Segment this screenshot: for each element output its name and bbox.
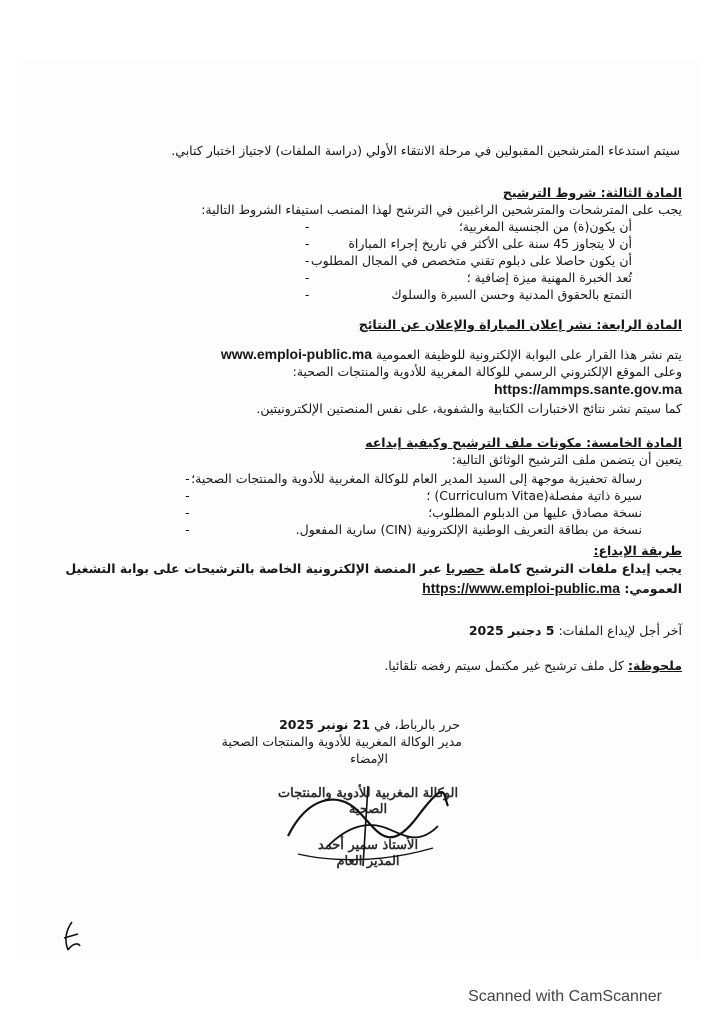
- signoff-place: حرر بالرباط، في: [374, 717, 460, 732]
- signoff-date-row: [22, 716, 460, 733]
- deposit-line1-pre: يجب إيداع ملفات الترشيح كاملة: [488, 561, 682, 576]
- list-item: نسخة من بطاقة التعريف الوطنية الإلكترونية (CIN) سارية المفعول. -: [191, 521, 642, 538]
- article4-url2-row: [22, 381, 682, 398]
- deposit-line1: [22, 560, 682, 577]
- article4-line1-text: يتم نشر هذا القرار على البوابة الإلكترونية للوظيفة العمومية: [376, 347, 682, 362]
- article5-documents-list: [191, 470, 642, 538]
- signoff-signature-label: الإمضاء: [350, 751, 388, 766]
- deposit-line1-post: عبر المنصة الإلكترونية الخاصة بالترشيحات على بوابة التشغيل: [65, 561, 442, 576]
- margin-initial-mark: [58, 920, 86, 956]
- list-item: التمتع بالحقوق المدنية وحسن السيرة والسلوك -: [311, 286, 632, 303]
- list-item: تُعد الخبرة المهنية ميزة إضافية ؛ -: [311, 269, 632, 286]
- article4-heading: المادة الرابعة: نشر إعلان المباراة والإعلان عن النتائج: [358, 317, 682, 332]
- stamp-line: الصحية: [348, 802, 388, 817]
- emploi-public-https-link[interactable]: https://www.emploi-public.ma: [422, 580, 620, 596]
- deposit-line2-text: العمومي:: [624, 581, 682, 596]
- article5-lead: يتعين أن يتضمن ملف الترشيح الوثائق التالية:: [451, 452, 682, 467]
- article3-lead: يجب على المترشحات والمترشحين الراغبين في الترشح لهذا المنصب استيفاء الشروط التالية:: [201, 202, 682, 217]
- list-item: أن يكون حاصلا على دبلوم تقني متخصص في المجال المطلوب -: [311, 252, 632, 269]
- article3-heading: المادة الثالثة: شروط الترشيح: [502, 185, 682, 200]
- deposit-exclusive: حصريا: [446, 561, 485, 576]
- deadline-row: [22, 622, 682, 639]
- article3-conditions-list: [311, 218, 632, 303]
- note-label: ملحوظة:: [627, 658, 682, 673]
- deposit-line2: [22, 580, 682, 597]
- list-item: سيرة ذاتية مفصلة(Curriculum Vitae) ؛ -: [191, 487, 642, 504]
- article4-line2: وعلى الموقع الإلكتروني الرسمي للوكالة المغربية للأدوية والمنتجات الصحية:: [292, 364, 682, 379]
- handwritten-signature: [268, 776, 458, 871]
- article4-line1: [22, 346, 682, 363]
- intro-paragraph: سيتم استدعاء المترشحين المقبولين في مرحلة الانتقاء الأولي (دراسة الملفات) لاجتياز اختبار كتابي.: [171, 143, 680, 158]
- camscanner-footer: Scanned with CamScanner: [468, 988, 662, 1005]
- list-item: أن يكون(ة) من الجنسية المغربية؛ -: [311, 218, 632, 235]
- article5-heading: المادة الخامسة: مكونات ملف الترشيح وكيفية إيداعه: [365, 435, 682, 450]
- list-item: رسالة تحفيزية موجهة إلى السيد المدير العام للوكالة المغربية للأدوية والمنتجات الصحية؛ -: [191, 470, 642, 487]
- ammps-link[interactable]: https://ammps.sante.gov.ma: [493, 381, 682, 397]
- deposit-heading: طريقة الإيداع:: [593, 543, 682, 558]
- emploi-public-link[interactable]: www.emploi-public.ma: [220, 346, 373, 362]
- note-text: كل ملف ترشيح غير مكتمل سيتم رفضه تلقائيا.: [384, 658, 624, 673]
- signoff-date: 21 نونبر 2025: [279, 717, 371, 732]
- list-item: نسخة مصادق عليها من الدبلوم المطلوب؛ -: [191, 504, 642, 521]
- article4-line3: كما سيتم نشر نتائج الاختبارات الكتابية والشفوية، على نفس المنصتين الإلكترونيتين.: [256, 401, 682, 416]
- stamp-line: المدير العام: [336, 854, 400, 869]
- deadline-label: آخر أجل لإيداع الملفات:: [558, 623, 682, 638]
- stamp-line: الأستاذ سمير أحمد: [317, 838, 419, 853]
- signoff-title: مدير الوكالة المغربية للأدوية والمنتجات الصحية: [221, 734, 462, 749]
- deadline-value: 5 دجنبر 2025: [468, 623, 555, 638]
- list-item: أن لا يتجاوز 45 سنة على الأكثر في تاريخ إجراء المباراة -: [311, 235, 632, 252]
- note-row: [22, 657, 682, 674]
- stamp-line: الوكالة المغربية للأدوية والمنتجات: [277, 786, 459, 801]
